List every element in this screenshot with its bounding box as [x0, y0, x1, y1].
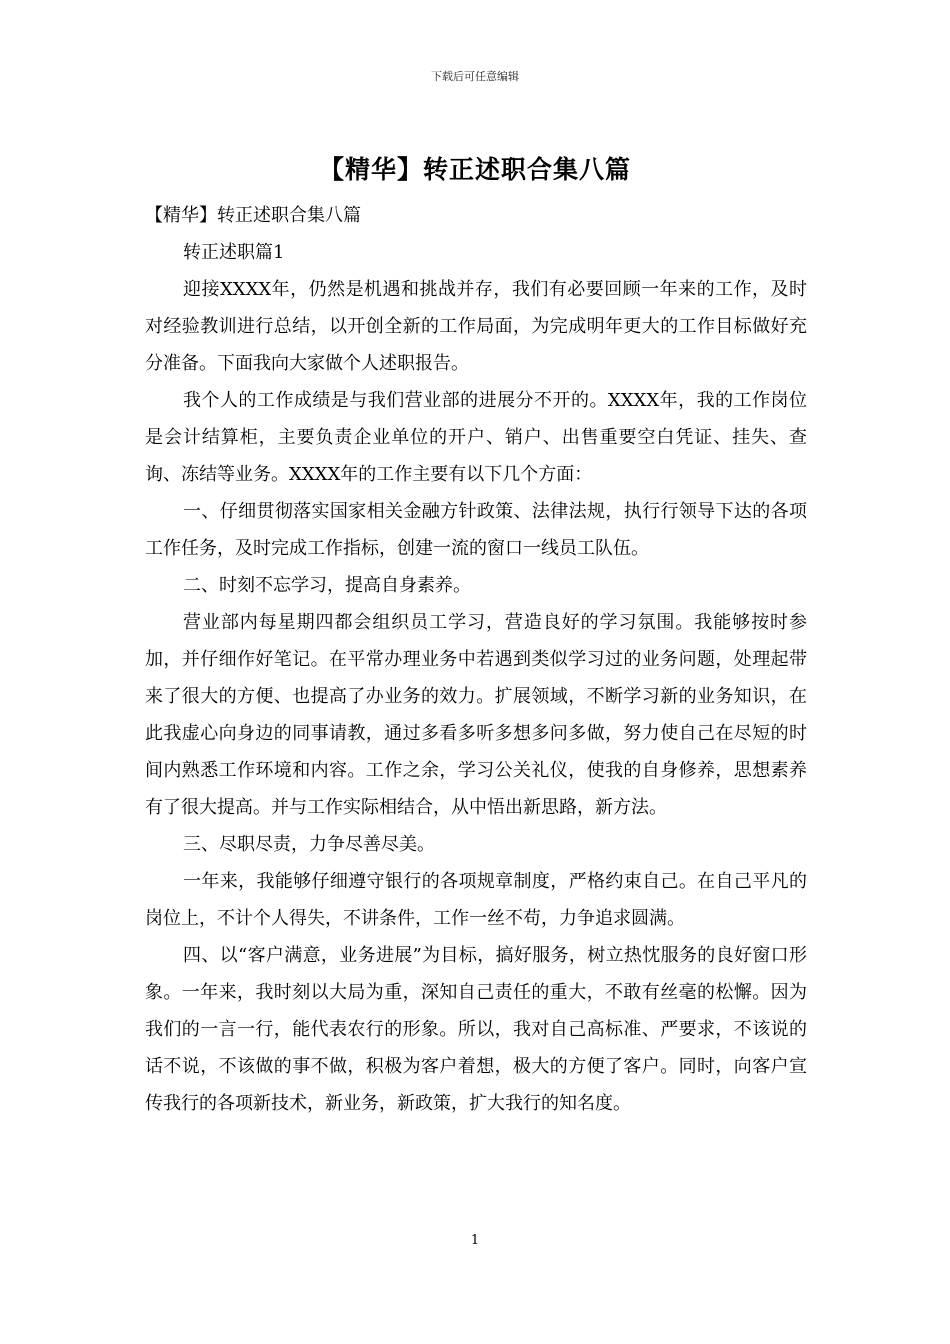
- body-paragraph: 二、时刻不忘学习，提高自身素养。: [183, 575, 471, 596]
- page-number: 1: [470, 1233, 480, 1248]
- body-paragraph: 迎接XXXX年，仍然是机遇和挑战并存，我们有必要回顾一年来的工作，及时对经验教训进行总结，以开创全新的工作局面，为完成明年更大的工作目标做好充分准备。下面我向大家做个人述职报告。: [145, 279, 807, 374]
- document-body: [145, 197, 807, 1122]
- header-note: 下载后可任意编辑: [431, 70, 519, 83]
- subtitle-paragraph: 【精华】转正述职合集八篇: [145, 205, 361, 226]
- body-paragraph: 四、以“客户满意，业务进展”为目标，搞好服务，树立热忱服务的良好窗口形象。一年来，我时刻以大局为重，深知自己责任的重大，不敢有丝毫的松懈。因为我们的一言一行，能代表农行的形象。所以，我对自己高标准、严要求，不该说的话不说，不该做的事不做，积极为客户着想，极大的方便了客户。同时，向客户宣传我行的各项新技术，新业务，新政策，扩大我行的知名度。: [145, 945, 807, 1114]
- body-paragraph: 一年来，我能够仔细遵守银行的各项规章制度，严格约束自己。在自己平凡的岗位上，不计个人得失，不讲条件，工作一丝不苟，力争追求圆满。: [145, 871, 807, 929]
- section-heading: 转正述职篇1: [183, 242, 285, 263]
- document-title: 【精华】转正述职合集八篇: [318, 155, 631, 184]
- body-paragraph: 营业部内每星期四都会组织员工学习，营造良好的学习氛围。我能够按时参加，并仔细作好笔记。在平常办理业务中若遇到类似学习过的业务问题，处理起带来了很大的方便、也提高了办业务的效力。扩展领域，不断学习新的业务知识，在此我虚心向身边的同事请教，通过多看多听多想多问多做，努力使自己在尽短的时间内熟悉工作环境和内容。工作之余，学习公关礼仪，使我的自身修养，思想素养有了很大提高。并与工作实际相结合，从中悟出新思路，新方法。: [145, 612, 807, 818]
- body-paragraph: 三、尽职尽责，力争尽善尽美。: [183, 834, 435, 855]
- body-paragraph: 我个人的工作成绩是与我们营业部的进展分不开的。XXXX年，我的工作岗位是会计结算柜，主要负责企业单位的开户、销户、出售重要空白凭证、挂失、查询、冻结等业务。XXXX年的工作主要有以下几个方面：: [145, 390, 807, 485]
- body-paragraph: 一、仔细贯彻落实国家相关金融方针政策、法律法规，执行行领导下达的各项工作任务，及时完成工作指标，创建一流的窗口一线员工队伍。: [145, 501, 807, 559]
